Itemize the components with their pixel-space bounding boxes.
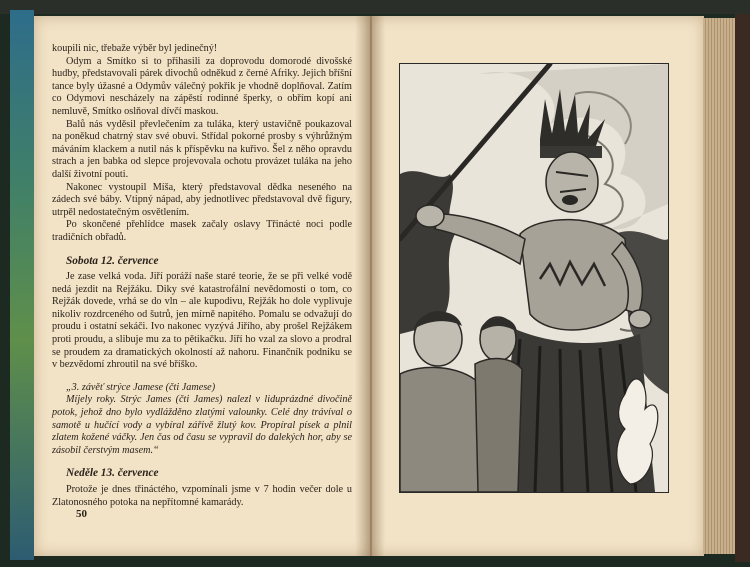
section-heading-saturday: Sobota 12. července <box>66 254 159 267</box>
paragraph: Odym a Smítko si to přihasili za doprovodu domorodé divošské hudby, představovali párek divochů odněkud z černé Afriky. Jejich bříšní tance byly úžasné a Odymův válečný pokřik je vhodně doplňoval. Zatím co Odymovi nescházely na zápěstí rodinné šperky, o obřím kopí ani nemluvě, Smítko oslňoval dívčí maskou. <box>52 55 352 117</box>
scan-frame-top <box>0 0 750 14</box>
paragraph: Balů nás vyděsil převlečením za tuláka, který ustavičně poukazoval na poněkud chatrný stav své obuvi. Střídal pokorné prosby s výhrůžným máváním klackem a nutil nás k příspěvku na kuřivo. Šel z něho opravdu strach a jen babka od slepce projevovala ochotu provázet tuláka na jeho další životní pouti. <box>52 118 352 180</box>
page-number: 50 <box>76 508 87 520</box>
section-heading-sunday: Neděle 13. července <box>66 467 159 480</box>
back-cover-edge <box>735 14 750 562</box>
left-page-text <box>52 43 352 509</box>
italic-quote <box>52 382 352 458</box>
paragraph: Nakonec vystoupil Míša, který představoval dědka neseného na zádech své báby. Vtipný nápad, aby jednotlivec představoval dvě figury, utrpěl nedostatečným osvětlením. <box>52 181 352 218</box>
paragraph: Protože je dnes třináctého, vzpomínali jsme v 7 hodin večer dole u Zlatonosného potoka na nepřítomné kamarády. <box>52 484 352 508</box>
illustration-savage-dancer <box>399 63 669 493</box>
book-gutter <box>355 16 385 556</box>
page-edges <box>703 18 735 554</box>
paragraph: Po skončené přehlídce masek začaly oslavy Třináctė noci podle tradičních obřadů. <box>52 219 352 243</box>
paragraph: Je zase velká voda. Jiří poráží naše staré teorie, že se při velké vodě nedá jezdit na Rejžáku. Diky své katastrofální nevědomosti o tom, co Rejžák dovede, vrhá se do vln – ale kupodivu, Rejžák ho dole vyplivuje nikoliv rozdrceného od šutrů, jen mírně napitého. Pomalu se odvažují do proudu i ostatní sekáči. Ivo nakonec vyzývá Jiřího, aby prošel Rejžákem proti proudu, a slibuje mu za to pětikačku. Jiří ho vzal za slovo a prodral se proudem za dramatických okolností až nahoru. Finančník podniku se v bezvědomí zhroutil na své bříško. <box>52 271 352 371</box>
quote-heading: „3. závěť strýce Jamese (čti Jamese) <box>66 381 216 393</box>
quote-text: Míjely roky. Strýc James (čti James) nalezl v liduprázdné divočině potok, jehož dno bylo vydlážděno zlatými valounky. Celé dny trávíval o samotě u hučící vody a vybíral zářivě žlutý kov. Propíral písek a plnil zlatem kožené váčky. Jen čas od času se vypravil do dalekých hor, aby se zásobil čerstvým masem.“ <box>52 394 352 456</box>
book-cover-edge <box>10 10 34 560</box>
paragraph: koupili nic, třebaže výběr byl jedinečný! <box>52 43 218 54</box>
